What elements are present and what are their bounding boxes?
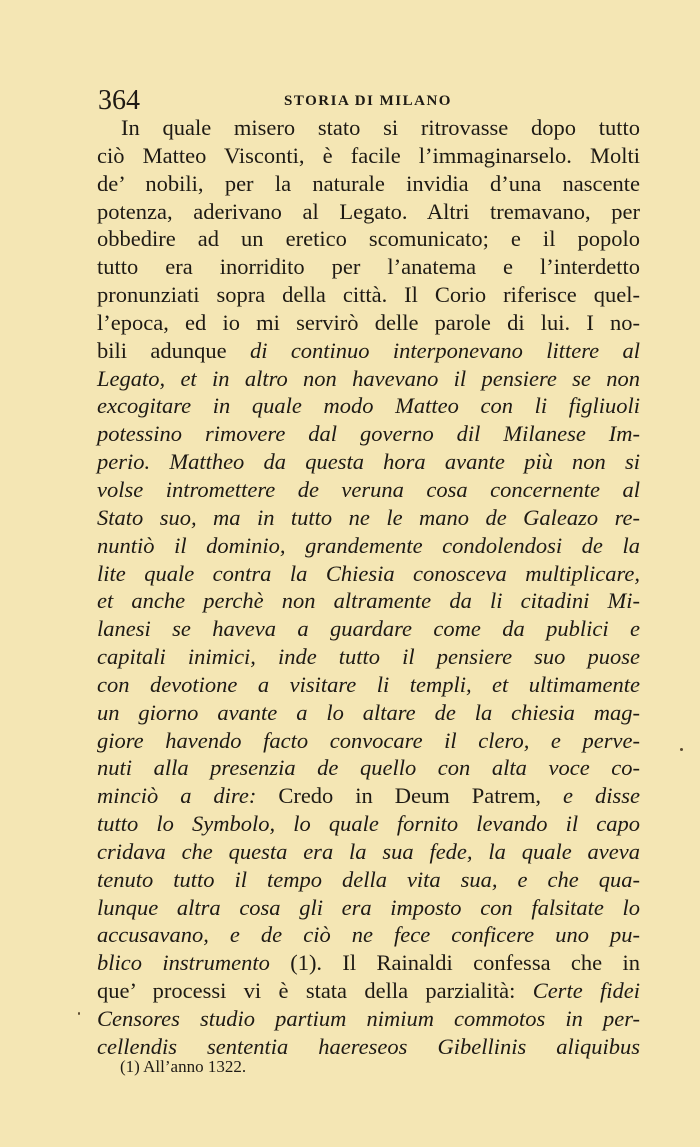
page-number: 364 — [98, 85, 140, 116]
text-line — [97, 309, 640, 337]
text-segment: (1). Il Rainaldi confessa che in — [269, 950, 640, 976]
italic-segment: potessino rimovere dal governo dil Milanese Im- — [97, 421, 640, 447]
italic-segment: Stato suo, ma in tutto ne le mano de Galeazo re- — [97, 504, 640, 530]
footnote: (1) All’anno 1322. — [120, 1057, 247, 1076]
text-line — [97, 754, 640, 782]
text-line — [97, 587, 640, 615]
text-segment: obbedire ad un eretico scomunicato; e il popolo — [97, 226, 640, 252]
text-line — [97, 170, 640, 198]
text-line — [97, 866, 640, 894]
text-line — [97, 921, 640, 949]
text-line — [97, 838, 640, 866]
italic-segment: accusavano, e de ciò ne fece conficere uno pu- — [97, 922, 640, 948]
ink-speck — [78, 1012, 80, 1015]
text-line — [97, 337, 640, 365]
italic-segment: lite quale contra la Chiesia conosceva multiplicare, — [97, 560, 640, 586]
running-title: STORIA DI MILANO — [284, 93, 452, 109]
text-line — [97, 560, 640, 588]
text-line — [97, 114, 640, 142]
text-line — [97, 1005, 640, 1033]
italic-segment: tutto lo Symbolo, lo quale fornito levando il capo — [97, 811, 640, 837]
text-line — [97, 420, 640, 448]
text-line — [97, 225, 640, 253]
italic-segment: Censores studio partium nimium commotos in per- — [97, 1006, 640, 1031]
italic-segment: lanesi se haveva a guardare come da publici e — [97, 616, 640, 642]
italic-segment: Legato, et in altro non havevano il pensiere se non — [97, 365, 640, 391]
italic-segment: e disse — [563, 783, 640, 809]
italic-segment: cridava che questa era la sua fede, la quale aveva — [97, 838, 640, 864]
italic-segment: et anche perchè non altramente da li citadini Mi- — [97, 588, 640, 614]
text-line — [97, 532, 640, 560]
italic-segment: volse intromettere de veruna cosa concernente al — [97, 476, 640, 502]
text-line — [97, 448, 640, 476]
text-line — [97, 281, 640, 309]
italic-segment: giore havendo facto convocare il clero, e perve- — [97, 727, 640, 753]
italic-segment: blico instrumento — [97, 950, 270, 976]
text-segment: que’ processi vi è stata della parzialità: — [97, 978, 533, 1004]
text-segment: In quale misero stato si ritrovasse dopo tutto — [121, 115, 640, 140]
italic-segment: perio. Mattheo da questa hora avante più non si — [97, 449, 640, 475]
text-line — [97, 365, 640, 393]
italic-segment: nuntiò il dominio, grandemente condolendosi de la — [97, 532, 640, 558]
text-segment: pronunziati sopra della città. Il Corio riferisce quel- — [97, 282, 640, 308]
italic-segment: tenuto tutto il tempo della vita sua, e che qua- — [97, 866, 640, 892]
text-segment: de’ nobili, per la naturale invidia d’una nascente — [97, 170, 640, 196]
body-text — [97, 114, 640, 1061]
italic-segment: nuti alla presenzia de quello con alta voce co- — [97, 755, 640, 781]
italic-segment: cellendis sententia haereseos Gibellinis aliquibus — [97, 1033, 640, 1059]
text-line — [97, 671, 640, 699]
text-line — [97, 894, 640, 922]
text-line — [97, 476, 640, 504]
text-segment: tutto era inorridito per l’anatema e l’interdetto — [97, 254, 640, 280]
text-segment: potenza, aderivano al Legato. Altri tremavano, per — [97, 198, 640, 224]
ink-speck — [680, 748, 683, 751]
text-line — [97, 727, 640, 755]
text-segment: l’epoca, ed io mi servirò delle parole di lui. I no- — [97, 309, 640, 335]
italic-segment: minciò a dire: — [97, 783, 279, 809]
text-line — [97, 142, 640, 170]
text-line — [97, 699, 640, 727]
italic-segment: lunque altra cosa gli era imposto con falsitate lo — [97, 894, 640, 920]
text-line — [97, 977, 640, 1005]
italic-segment: capitali inimici, inde tutto il pensiere suo puose — [97, 644, 640, 670]
text-line — [97, 253, 640, 281]
text-line — [97, 810, 640, 838]
text-line — [97, 782, 640, 810]
text-line — [97, 198, 640, 226]
text-line — [97, 949, 640, 977]
text-segment: bili adunque — [97, 337, 250, 363]
text-line — [97, 504, 640, 532]
italic-segment: di continuo interponevano littere al — [249, 337, 640, 363]
italic-segment: con devotione a visitare li templi, et ultimamente — [97, 671, 640, 697]
italic-segment: un giorno avante a lo altare de la chiesia mag- — [97, 699, 640, 725]
text-line — [97, 392, 640, 420]
text-line — [97, 615, 640, 643]
italic-segment: Certe fidei — [532, 978, 640, 1004]
text-line — [97, 643, 640, 671]
italic-segment: excogitare in quale modo Matteo con li figliuoli — [97, 393, 640, 419]
text-segment: Credo in Deum Patrem, — [278, 783, 564, 809]
text-segment: ciò Matteo Visconti, è facile l’immaginarselo. Molti — [97, 142, 640, 168]
page-header — [98, 84, 638, 118]
